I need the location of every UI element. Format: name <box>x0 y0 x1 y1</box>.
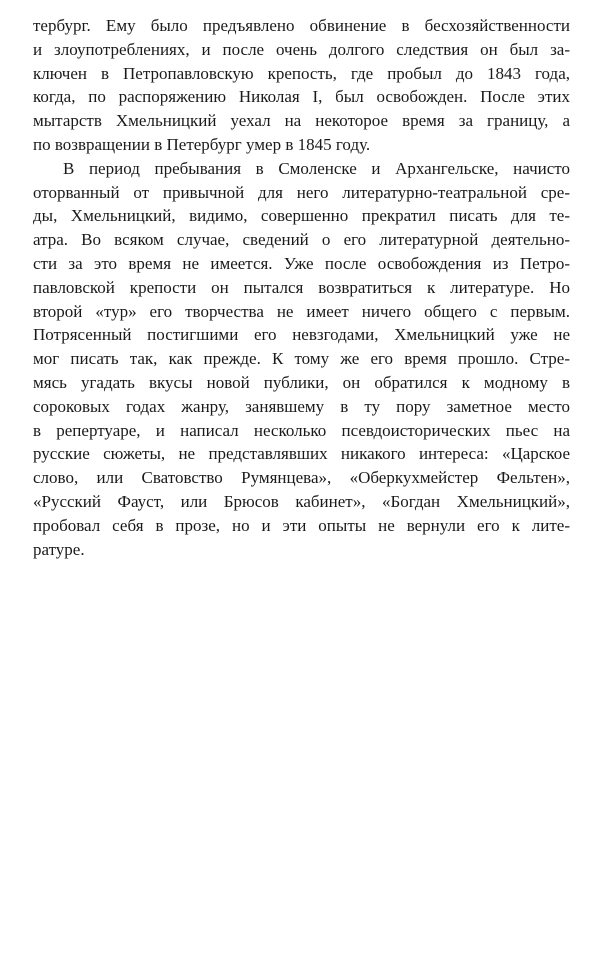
page-text <box>33 14 570 561</box>
text-line: ратуре. <box>33 539 85 559</box>
text-line: В период пребывания в Смоленске и Архангельске, начисто <box>63 158 570 178</box>
text-line: и злоупотреблениях, и после очень долгого следствия он был за- <box>33 39 570 59</box>
text-line: Потрясенный постигшими его невзгодами, Хмельницкий уже не <box>33 325 570 345</box>
text-line: мясь угадать вкусы новой публики, он обратился к модному в <box>33 372 570 392</box>
text-line: ключен в Петропавловскую крепость, где пробыл до 1843 года, <box>33 63 570 83</box>
text-line: в репертуаре, и написал несколько псевдоисторических пьес на <box>33 420 570 440</box>
text-line: сти за это время не имеется. Уже после освобождения из Петро- <box>33 253 570 273</box>
text-line: павловской крепости он пытался возвратиться к литературе. Но <box>33 277 570 297</box>
text-line: атра. Во всяком случае, сведений о его литературной деятельно- <box>33 230 570 250</box>
text-line: когда, по распоряжению Николая I, был освобожден. После этих <box>33 87 570 107</box>
paragraph-1 <box>33 14 570 157</box>
text-line: слово, или Сватовство Румянцева», «Оберкухмейстер Фельтен», <box>33 468 570 488</box>
text-line: сороковых годах жанру, занявшему в ту пору заметное место <box>33 396 570 416</box>
text-line: тербург. Ему было предъявлено обвинение в бесхозяйственности <box>33 16 570 35</box>
text-line: второй «тур» его творчества не имеет ничего общего с первым. <box>33 301 570 321</box>
text-line: ды, Хмельницкий, видимо, совершенно прекратил писать для те- <box>33 206 570 226</box>
text-line: пробовал себя в прозе, но и эти опыты не вернули его к лите- <box>33 515 570 535</box>
text-line: «Русский Фауст, или Брюсов кабинет», «Богдан Хмельницкий», <box>33 491 570 511</box>
text-line: русские сюжеты, не представлявших никакого интереса: «Царское <box>33 444 570 464</box>
paragraph-2 <box>33 157 570 562</box>
text-line: по возвращении в Петербург умер в 1845 году. <box>33 134 371 154</box>
text-line: оторванный от привычной для него литературно-театральной сре- <box>33 182 570 202</box>
text-line: мытарств Хмельницкий уехал на некоторое время за границу, а <box>33 111 570 131</box>
text-line: мог писать так, как прежде. К тому же его время прошло. Стре- <box>33 349 570 369</box>
